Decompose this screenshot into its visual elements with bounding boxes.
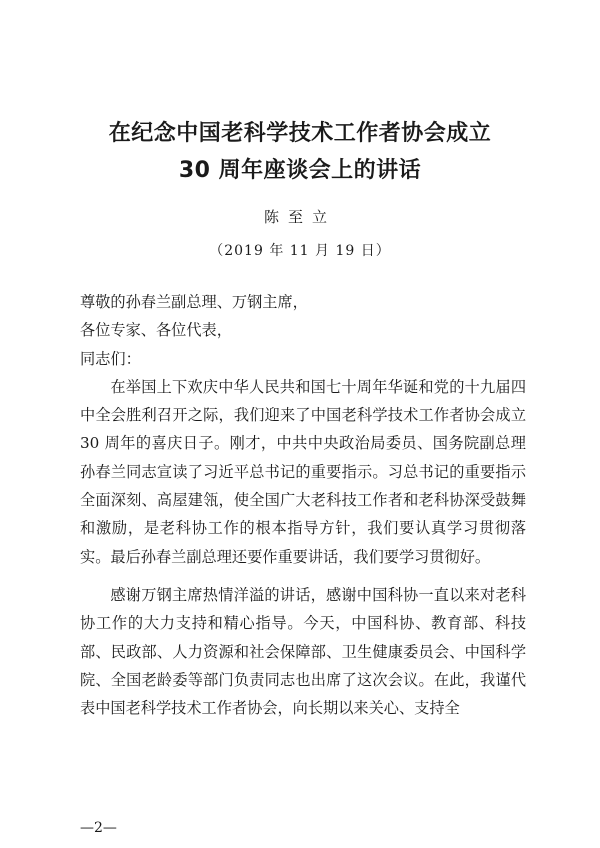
document-title-line-1: 在纪念中国老科学技术工作者协会成立: [108, 121, 492, 146]
speech-date: （2019 年 11 月 19 日）: [209, 243, 391, 259]
paragraph: 感谢万钢主席热情洋溢的讲话，感谢中国科协一直以来对老科协工作的大力支持和精心指导。今天，中国科协、教育部、科技部、民政部、人力资源和社会保障部、卫生健康委员会、中国科学院、全国老龄委等部门负责同志也出席了这次会议。在此，我谨代表中国老科学技术工作者协会，向长期以来关心、支持全: [80, 585, 526, 718]
salutation-line: 尊敬的孙春兰副总理、万钢主席，: [80, 293, 308, 311]
speech-body: [80, 288, 526, 722]
salutation-line: 同志们：: [80, 349, 141, 368]
paragraph: 在举国上下欢庆中华人民共和国七十周年华诞和党的十九届四中全会胜利召开之际，我们迎来了中国老科学技术工作者协会成立 30 周年的喜庆日子。刚才，中共中央政治局委员、国务院副总理孙春兰同志宣读了习近平总书记的重要指示。习总书记的重要指示全面深刻、高屋建瓴，使全国广大老科技工作者和老科协深受鼓舞和激励，是老科协工作的根本指导方针，我们要认真学习贯彻落实。最后孙春兰副总理还要作重要讲话，我们要学习贯彻好。: [80, 377, 526, 566]
page-number: —2—: [80, 820, 117, 836]
salutation-line: 各位专家、各位代表，: [80, 321, 232, 340]
author-name: 陈至立: [263, 208, 336, 226]
document-title-line-2: 30 周年座谈会上的讲话: [178, 158, 422, 183]
